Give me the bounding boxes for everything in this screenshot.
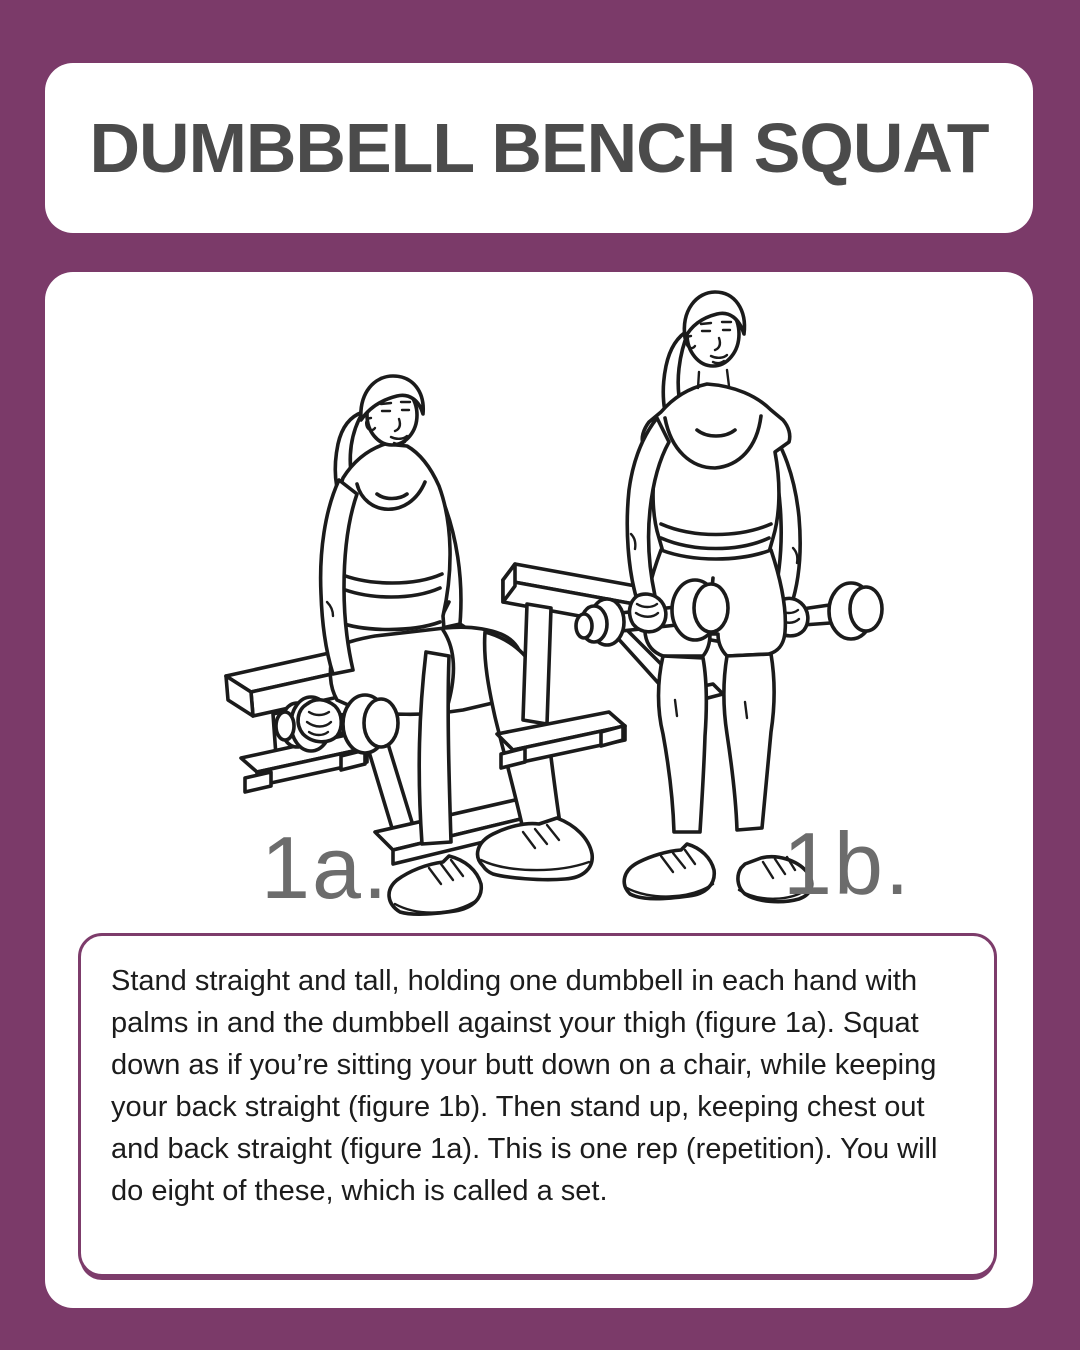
instructions-text: Stand straight and tall, holding one dumbbell in each hand with palms in and the dumbbell against your thigh (figure 1a). Squat down as if you’re sitting your butt down on a chair, while keeping your back straight (figure 1b). Then stand up, keeping chest out and back straight (figure 1a). This is one rep (repetition). You will do eight of these, which is called a set.: [111, 965, 938, 1208]
page-title: DUMBBELL BENCH SQUAT: [89, 109, 989, 187]
instructions-box: [78, 933, 997, 1277]
figure-label-1a: 1a.: [261, 818, 390, 917]
content-card: [45, 272, 1033, 1308]
figure-label-1b: 1b.: [783, 814, 912, 913]
title-card: [45, 63, 1033, 233]
exercise-illustration: [45, 272, 1033, 932]
